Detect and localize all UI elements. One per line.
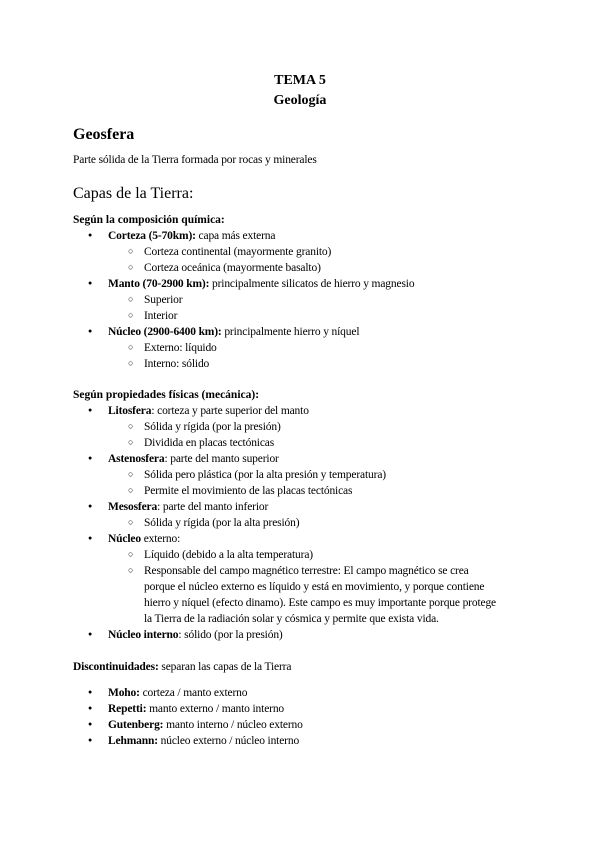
quimica-heading: Según la composición química: (73, 214, 225, 226)
list-subitem-continuation: porque el núcleo externo es líquido y está en movimiento, y porque contiene (144, 581, 485, 593)
list-item-nucleo-externo: ● Núcleo externo: (108, 533, 180, 545)
list-item-astenosfera: ● Astenosfera: parte del manto superior (108, 453, 279, 465)
list-item-manto: ● Manto (70-2900 km): principalmente silicatos de hierro y magnesio (108, 278, 414, 290)
list-subitem-continuation: la Tierra de la radiación solar y cósmica y permite que exista vida. (144, 613, 439, 625)
list-item-moho: ● Moho: corteza / manto externo (108, 687, 247, 699)
list-item-mesosfera: ● Mesosfera: parte del manto inferior (108, 501, 268, 513)
discontinuidades-text: Discontinuidades: separan las capas de la Tierra (73, 661, 292, 673)
list-subitem: ○ Permite el movimiento de las placas tectónicas (144, 485, 352, 497)
list-item-repetti: ● Repetti: manto externo / manto interno (108, 703, 284, 715)
list-subitem: ○ Sólida y rígida (por la alta presión) (144, 517, 299, 529)
list-subitem: ○ Dividida en placas tectónicas (144, 437, 274, 449)
list-item-gutenberg: ● Gutenberg: manto interno / núcleo externo (108, 719, 303, 731)
list-item-corteza: ● Corteza (5-70km): capa más externa (108, 230, 275, 242)
list-subitem: ○ Corteza oceánica (mayormente basalto) (144, 262, 321, 274)
list-item-nucleo-interno: ● Núcleo interno: sólido (por la presión) (108, 629, 283, 641)
list-subitem-continuation: hierro y níquel (efecto dinamo). Este campo es muy importante porque protege (144, 597, 497, 609)
list-subitem: ○ Líquido (debido a la alta temperatura) (144, 549, 313, 561)
list-subitem: ○ Interior (144, 310, 177, 322)
list-subitem: ○ Externo: líquido (144, 342, 217, 354)
list-subitem: ○ Corteza continental (mayormente granito) (144, 246, 331, 258)
list-item-nucleo: ● Núcleo (2900-6400 km): principalmente hierro y níquel (108, 326, 359, 338)
fisicas-heading: Según propiedades físicas (mecánica): (73, 389, 260, 401)
geosfera-heading: Geosfera (73, 126, 135, 143)
list-subitem: ○ Interno: sólido (144, 358, 209, 370)
list-subitem: ○ Sólida pero plástica (por la alta presión y temperatura) (144, 469, 386, 481)
geosfera-text: Parte sólida de la Tierra formada por rocas y minerales (73, 154, 317, 166)
doc-title: TEMA 5 (274, 73, 326, 88)
capas-heading: Capas de la Tierra: (73, 185, 194, 202)
list-subitem: ○ Superior (144, 294, 182, 306)
list-subitem: ○ Responsable del campo magnético terrestre: El campo magnético se crea (144, 565, 469, 577)
doc-subtitle: Geología (273, 93, 327, 108)
list-subitem: ○ Sólida y rígida (por la presión) (144, 421, 281, 433)
list-item-litosfera: ● Litosfera: corteza y parte superior del manto (108, 405, 309, 417)
list-item-lehmann: ● Lehmann: núcleo externo / núcleo interno (108, 735, 299, 747)
